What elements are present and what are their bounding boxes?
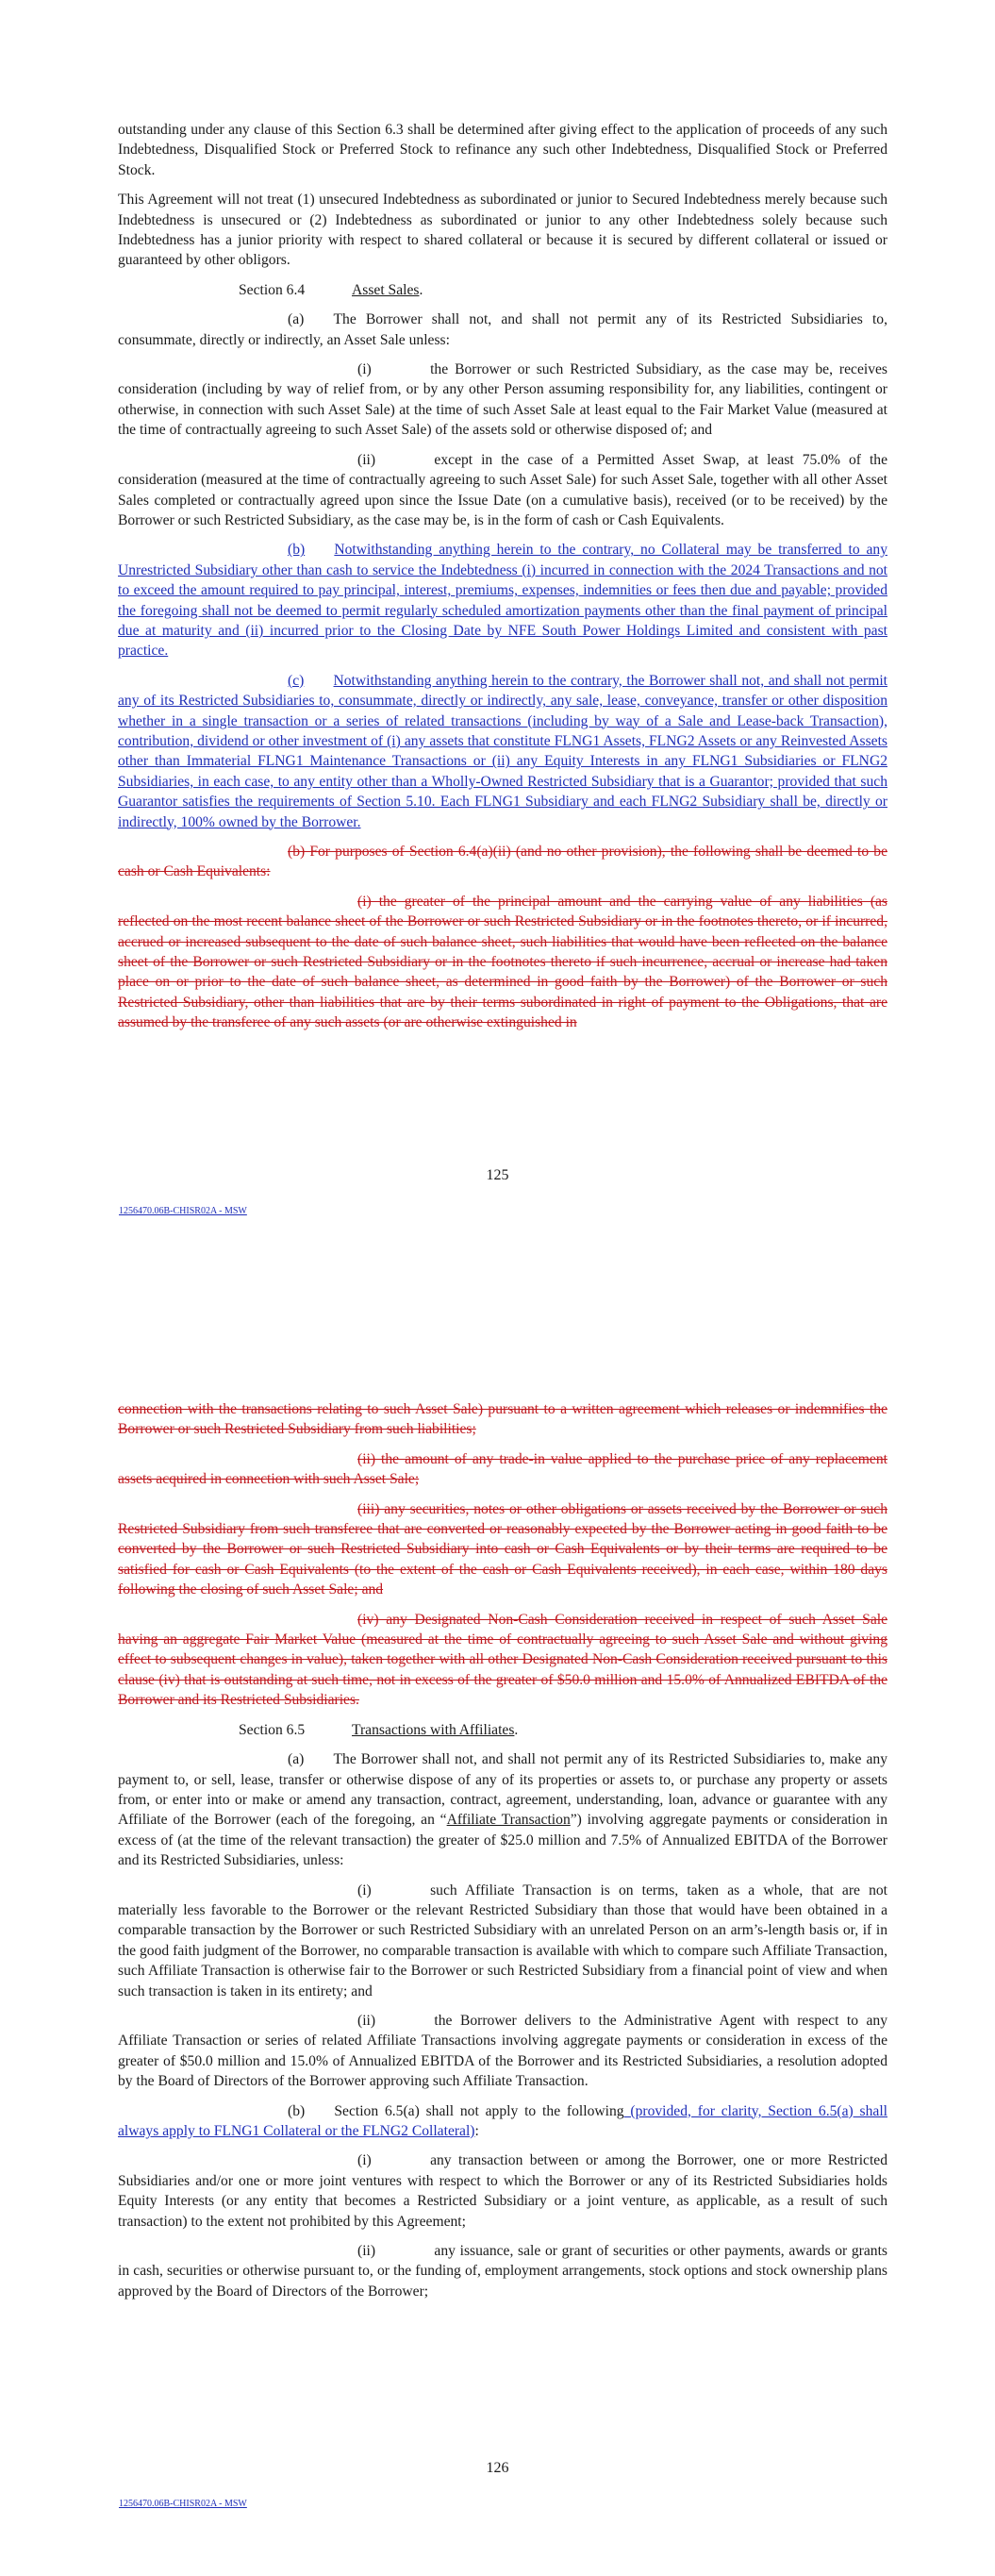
section-number: Section 6.5 bbox=[239, 1721, 306, 1738]
clause-a: (a) The Borrower shall not, and shall not permit any of its Restricted Subsidiaries to, consummate, directly or indirectly, an Asset Sale unless: bbox=[118, 311, 887, 348]
inserted-clause-c bbox=[118, 671, 887, 832]
defined-term: Affiliate Transaction bbox=[446, 1812, 571, 1829]
deleted-clause-b-i: (i) the greater of the principal amount and the carrying value of any liabilities (as reflected on the most recent balance sheet of the Borrower or such Restricted Subsidiary or in the footnotes thereto, or if incurred, accrued or increased subsequent to the date of such balance sheet, such liabilities that would have been reflected on the balance sheet of the Borrower or such Restricted Subsidiary or in the footnotes thereto if such incurrence, accrual or increase had taken place on or prior to the date of such balance sheet, as determined in good faith by the Borrower) of the Borrower or such Restricted Subsidiary, other than liabilities that are by their terms subordinated in right of payment to the Obligations, that are assumed by the transferee of any such assets (or are otherwise extinguished in bbox=[118, 893, 887, 1031]
page-number: 126 bbox=[486, 2460, 509, 2476]
section-6-4-heading: Section 6.4 Asset Sales. bbox=[118, 280, 887, 300]
paragraph-continuation: outstanding under any clause of this Section 6.3 shall be determined after giving effect to the application of proceeds of any such Indebtedness, Disqualified Stock or Preferred Stock to refinance any such other Indebtedness, Disqualified Stock or Preferred Stock. bbox=[118, 122, 887, 178]
section-title: Transactions with Affiliates bbox=[352, 1721, 515, 1738]
deleted-clause-b-ii: (ii) the amount of any trade-in value applied to the purchase price of any replacement assets acquired in connection with such Asset Sale; bbox=[118, 1450, 887, 1488]
section-6-5-heading: Section 6.5 Transactions with Affiliates. bbox=[118, 1720, 887, 1740]
deleted-clause-b: (b) For purposes of Section 6.4(a)(ii) (and no other provision), the following shall be deemed to be cash or Cash Equivalents: bbox=[118, 844, 887, 880]
section-number: Section 6.4 bbox=[239, 281, 306, 298]
deleted-continuation: connection with the transactions relating to such Asset Sale) pursuant to a written agreement which releases or indemnifies the Borrower or such Restricted Subsidiary from such liabilities; bbox=[118, 1401, 887, 1438]
inserted-text: (provided, for clarity, Section 6.5(a) shall always apply to FLNG1 Collateral or the FLNG2 Collateral) bbox=[118, 2102, 887, 2139]
clause-text: : bbox=[474, 2123, 479, 2139]
clause-a bbox=[118, 1749, 887, 1870]
inserted-text: Notwithstanding anything herein to the contrary, no Collateral may be transferred to any Unrestricted Subsidiary other than cash to service the Indebtedness (i) incurred in connection with the 2024 Transactions and not to exceed the amount required to pay principal, interest, premiums, expenses, indemnities or fees then due and payable; provided the foregoing shall not be deemed to permit regularly scheduled amortization payments other than the final payment of principal due at maturity and (ii) incurred prior to the Closing Date by NFE South Power Holdings Limited and consistent with past practice. bbox=[118, 542, 887, 660]
clause-a-ii: (ii) except in the case of a Permitted Asset Swap, at least 75.0% of the consideration (measured at the time of contractually agreeing to such Asset Sale) for such Asset Sale, together with all other Asset Sales completed or contractually agreed upon since the Issue Date (on a cumulative basis), received (or to be received) by the Borrower or such Restricted Subsidiary, as the case may be, is in the form of cash or Cash Equivalents. bbox=[118, 451, 887, 528]
clause-number: (b) bbox=[288, 542, 306, 559]
clause-a-i: (i) the Borrower or such Restricted Subsidiary, as the case may be, receives consideration (including by way of relief from, or by any other Person assuming responsibility for, any liabilities, contingent or otherwise, in connection with such Asset Sale) at the time of such Asset Sale at least equal to the Fair Market Value (measured at the time of contractually agreeing to such Asset Sale) of the assets sold or otherwise disposed of; and bbox=[118, 361, 887, 439]
page-body bbox=[118, 1399, 887, 2311]
page-body bbox=[118, 120, 887, 1043]
clause-text: (b) Section 6.5(a) shall not apply to the following bbox=[288, 2102, 624, 2119]
inserted-text: Notwithstanding anything herein to the contrary, the Borrower shall not, and shall not permit any of its Restricted Subsidiaries to, consummate, directly or indirectly, any sale, lease, conveyance, transfer or other disposition whether in a single transaction or a series of related transactions (including by way of a Sale and Lease-back Transaction), contribution, dividend or other investment of (i) any assets that constitute FLNG1 Assets, FLNG2 Assets or any Reinvested Assets other than Immaterial FLNG1 Maintenance Transactions or (ii) any Equity Interests in any FLNG1 Subsidiaries or FLNG2 Subsidiaries, in each case, to any entity other than a Wholly-Owned Restricted Subsidiary that is a Guarantor; provided that such Guarantor satisfies the requirements of Section 5.10. Each FLNG1 Subsidiary and each FLNG2 Subsidiary shall be, directly or indirectly, 100% owned by the Borrower. bbox=[118, 672, 887, 830]
deleted-clause-b-iv: (iv) any Designated Non-Cash Consideration received in respect of such Asset Sale having an aggregate Fair Market Value (measured at the time of contractually agreeing to such Asset Sale and without giving effect to subsequent changes in value), taken together with all other Designated Non-Cash Consideration received pursuant to this clause (iv) that is outstanding at such time, not in excess of the greater of $50.0 million and 15.0% of Annualized EBITDA of the Borrower and its Restricted Subsidiaries. bbox=[118, 1611, 887, 1709]
document-footer: 1256470.06B-CHISR02A - MSW bbox=[119, 2499, 247, 2509]
section-title: Asset Sales bbox=[352, 281, 420, 298]
clause-number: (c) bbox=[288, 672, 305, 689]
document-footer: 1256470.06B-CHISR02A - MSW bbox=[119, 1206, 247, 1216]
page-number: 125 bbox=[486, 1167, 509, 1183]
page-126 bbox=[0, 1288, 995, 2576]
deleted-clause-b-iii: (iii) any securities, notes or other obligations or assets received by the Borrower or such Restricted Subsidiary from such transferee that are converted or reasonably expected by the Borrower acting in good faith to be converted by the Borrower or such Restricted Subsidiary into cash or Cash Equivalents or by their terms are required to be satisfied for cash or Cash Equivalents (to the extent of the cash or Cash Equivalents received), in each case, within 180 days following the closing of such Asset Sale; and bbox=[118, 1500, 887, 1598]
paragraph-subordination: This Agreement will not treat (1) unsecured Indebtedness as subordinated or junior to Secured Indebtedness merely because such Indebtedness is unsecured or (2) Indebtedness as subordinated or junior to any other Indebtedness solely because such Indebtedness has a junior priority with respect to shared collateral or because it is secured by different collateral or issued or guaranteed by other obligors. bbox=[118, 192, 887, 269]
clause-b bbox=[118, 2101, 887, 2142]
clause-text: ”) involving aggregate payments or consideration in excess of (at the time of the relevant transaction) the greater of $25.0 million and 7.5% of Annualized EBITDA of the Borrower and its Restricted Subsidiaries, unless: bbox=[118, 1812, 888, 1869]
clause-b-i: (i) any transaction between or among the Borrower, one or more Restricted Subsidiaries and/or one or more joint ventures with respect to which the Borrower or any of its Restricted Subsidiaries holds Equity Interests (or any entity that becomes a Restricted Subsidiary or a joint venture, as applicable, as a result of such transaction) to the extent not prohibited by this Agreement; bbox=[118, 2152, 887, 2230]
clause-b-ii: (ii) any issuance, sale or grant of securities or other payments, awards or grants in cash, securities or otherwise pursuant to, or the funding of, employment arrangements, stock options and stock ownership plans approved by the Board of Directors of the Borrower; bbox=[118, 2243, 887, 2300]
clause-text: (a) The Borrower shall not, and shall not permit any of its Restricted Subsidiaries to, make any payment to, or sell, lease, transfer or otherwise dispose of any of its properties or assets to, or purchase any property or assets from, or enter into or make or amend any transaction, contract, agreement, understanding, loan, advance or guarantee with any Affiliate of the Borrower (each of the foregoing, an “ bbox=[118, 1751, 887, 1829]
clause-a-ii: (ii) the Borrower delivers to the Administrative Agent with respect to any Affiliate Transaction or series of related Affiliate Transactions involving aggregate payments or consideration in excess of the greater of $50.0 million and 15.0% of Annualized EBITDA of the Borrower and its Restricted Subsidiaries, a resolution adopted by the Board of Directors of the Borrower approving such Affiliate Transaction. bbox=[118, 2012, 887, 2090]
inserted-clause-b bbox=[118, 540, 887, 661]
clause-a-i: (i) such Affiliate Transaction is on terms, taken as a whole, that are not materially less favorable to the Borrower or the relevant Restricted Subsidiary than those that would have been obtained in a comparable transaction by the Borrower or such Restricted Subsidiary with an unrelated Person on an arm’s-length basis or, if in the good faith judgment of the Borrower, no comparable transaction is available with which to compare such Affiliate Transaction, such Affiliate Transaction is otherwise fair to the Borrower or such Restricted Subsidiary from a financial point of view and when such transaction is taken in its entirety; and bbox=[118, 1882, 887, 1999]
